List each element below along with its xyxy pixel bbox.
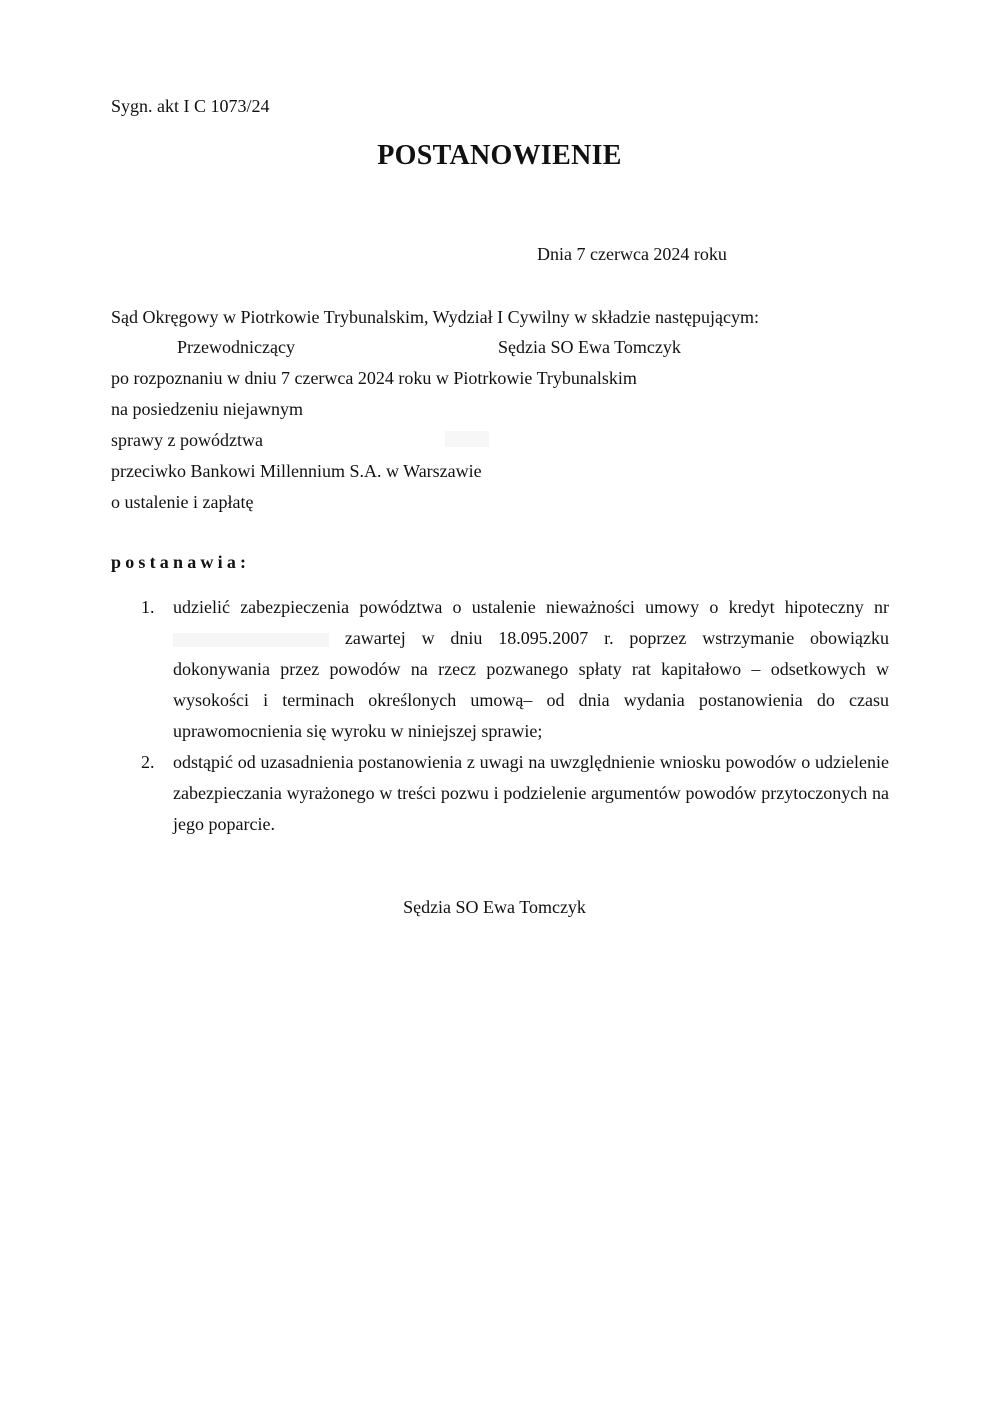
decision-list [111,592,889,840]
list-item-text [173,592,889,747]
defendant-line: przeciwko Bankowi Millennium S.A. w Warszawie [111,461,482,481]
redacted-claimant [445,431,489,447]
list-item [111,592,889,747]
document-title: POSTANOWIENIE [377,140,622,171]
chair-role: Przewodniczący [177,337,295,357]
judge-signature: Sędzia SO Ewa Tomczyk [403,897,586,917]
claimant-line: sprawy z powództwa [111,430,263,450]
list-item-text-before: udzielić zabezpieczenia powództwa o ustalenie nieważności umowy o kredyt hipoteczny nr [173,597,889,617]
list-item-text: odstąpić od uzasadnienia postanowienia z uwagi na uwzględnienie wniosku powodów o udzielenie zabezpieczania wyrażonego w treści pozwu i podzielenie argumentów powodów przytoczonych na jego poparcie. [173,752,889,834]
list-item-number: 2. [141,752,155,772]
hearing-info: po rozpoznaniu w dniu 7 czerwca 2024 roku w Piotrkowie Trybunalskim [111,368,637,388]
redacted-contract-number [173,633,329,647]
decision-date: Dnia 7 czerwca 2024 roku [537,244,727,264]
list-item [111,747,889,840]
case-subject: o ustalenie i zapłatę [111,492,254,512]
list-item-text-after: zawartej w dniu 18.095.2007 r. poprzez wstrzymanie obowiązku dokonywania przez powodów na rzecz pozwanego spłaty rat kapitałowo – odsetkowych w wysokości i terminach określonych umową– od dnia wydania postanowienia do czasu uprawomocnienia się wyroku w niniejszej sprawie; [173,628,889,741]
court-composition: Sąd Okręgowy w Piotrkowie Trybunalskim, Wydział I Cywilny w składzie następującym: [111,307,760,327]
session-type: na posiedzeniu niejawnym [111,399,303,419]
decision-heading: postanawia: [111,552,251,572]
case-number: Sygn. akt I C 1073/24 [111,96,270,116]
chair-name: Sędzia SO Ewa Tomczyk [498,337,681,357]
list-item-number: 1. [141,597,155,617]
